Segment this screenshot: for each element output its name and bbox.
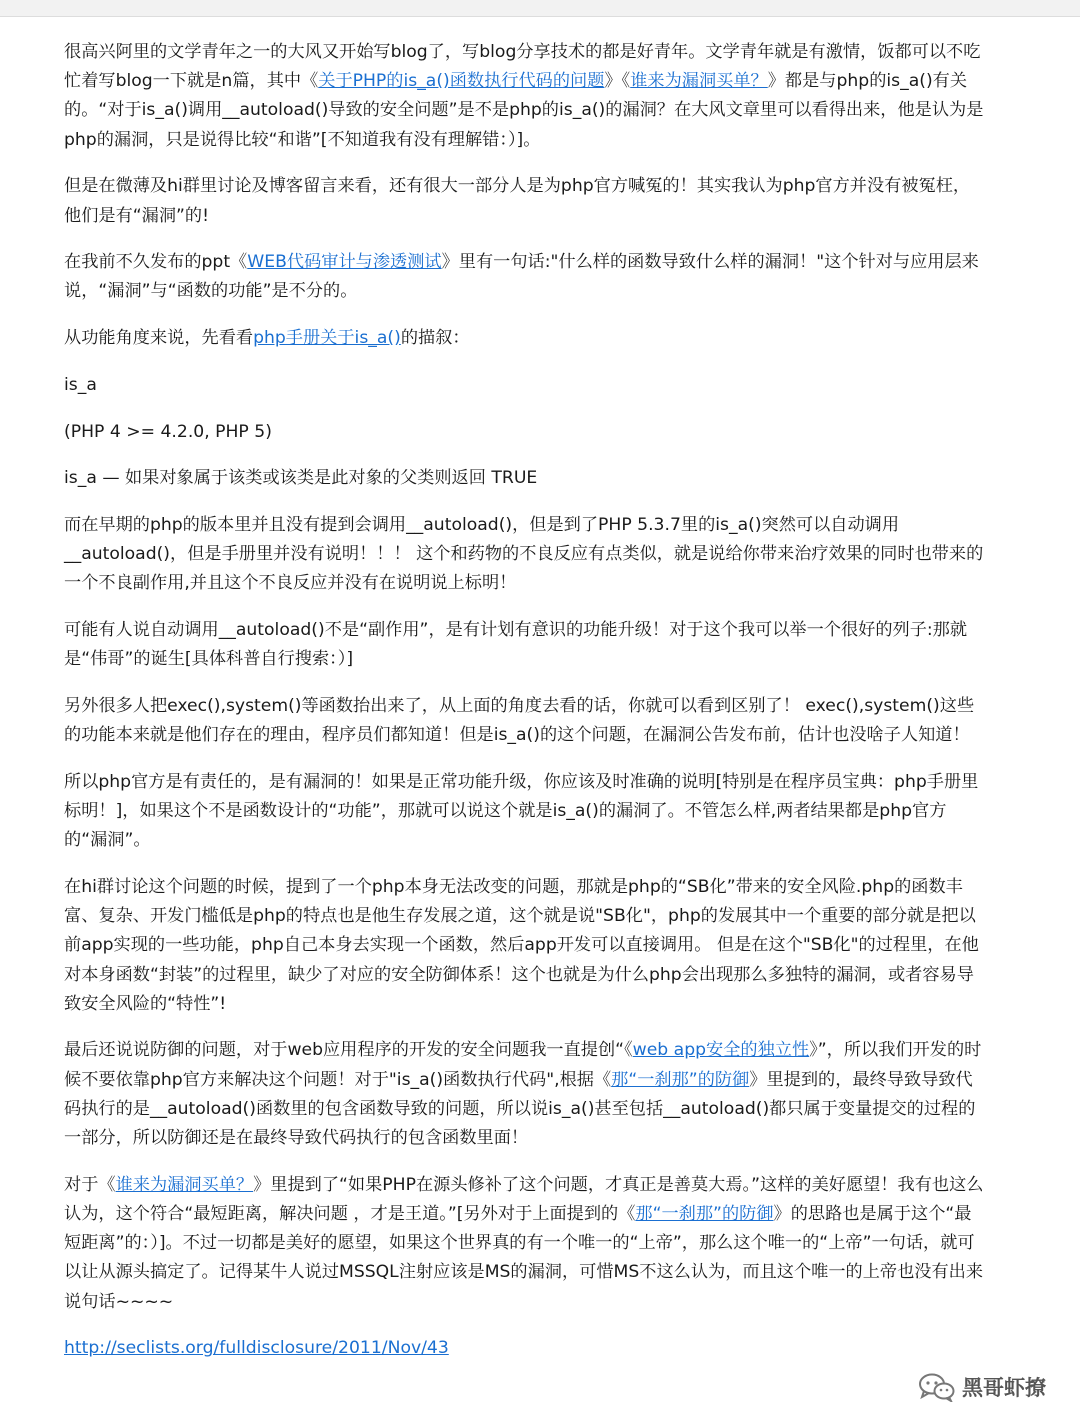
article-body <box>64 38 984 1381</box>
link-who-pays-2[interactable]: 谁来为漏洞买单？ <box>115 1174 254 1195</box>
paragraph: 所以php官方是有责任的，是有漏洞的！如果是正常功能升级，你应该及时准确的说明[特别是在程序员宝典：php手册里标明！]，如果这个不是函数设计的“功能”，那就可以说这个就是is_a()的漏洞了。不管怎么样,两者结果都是php官方的“漏洞”。 <box>64 771 979 851</box>
link-instant-defense[interactable]: 那“一刹那”的防御 <box>611 1069 750 1090</box>
top-bar <box>0 0 1080 17</box>
paragraph-version: (PHP 4 >= 4.2.0, PHP 5) <box>64 421 272 442</box>
wechat-icon <box>918 1372 956 1402</box>
watermark-text: 黑哥虾撩 <box>962 1376 1046 1400</box>
paragraph-function-name: is_a <box>64 374 97 395</box>
paragraph: 而在早期的php的版本里并且没有提到会调用__autoload()，但是到了PHP 5.3.7里的is_a()突然可以自动调用__autoload()，但是手册里并没有说明！！！ 这个和药物的不良反应有点类似，就是说给你带来治疗效果的同时也带来的一个不良副作用,并且这个不良反应并没有在说明说上标明！ <box>64 514 984 594</box>
link-isa-code-exec[interactable]: 关于PHP的is_a()函数执行代码的问题 <box>318 71 605 92</box>
paragraph: 对于《谁来为漏洞买单？》里提到了“如果PHP在源头修补了这个问题，才真正是善莫大焉。”这样的美好愿望！我有也这么认为，这个符合“最短距离，解决问题 ，才是王道。”[另外对于上面提到的《那“一刹那”的防御》的思路也是属于这个“最短距离”的：）]。不过一切都是美好的愿望，如果这个世界真的有一个唯一的“上帝”，那么这个唯一的“上帝”一句话，就可以让从源头搞定了。记得某牛人说过MSSQL注射应该是MS的漏洞，可惜MS不这么认为，而且这个唯一的上帝也没有出来说句话~~~~ <box>64 1174 984 1312</box>
link-instant-defense-2[interactable]: 那“一刹那”的防御 <box>635 1204 774 1224</box>
link-web-audit-ppt[interactable]: WEB代码审计与渗透测试 <box>247 252 442 273</box>
paragraph: 从功能角度来说，先看看php手册关于is_a()的描叙： <box>64 328 470 349</box>
paragraph: 在hi群讨论这个问题的时候，提到了一个php本身无法改变的问题，那就是php的“SB化”带来的安全风险.php的函数丰富、复杂、开发门槛低是php的特点也是他生存发展之道，这个就是说"SB化"，php的发展其中一个重要的部分就是把以前app实现的一些功能，php自己本身去实现一个函数，然后app开发可以直接调用。 但是在这个"SB化"的过程里，在他对本身函数“封装”的过程里，缺少了对应的安全防御体系！这个也就是为什么php会出现那么多独特的漏洞，或者容易导致安全风险的“特性”! <box>64 876 979 1014</box>
source-paragraph <box>64 1334 984 1363</box>
paragraph-description: is_a — 如果对象属于该类或该类是此对象的父类则返回 TRUE <box>64 468 538 489</box>
paragraph: 另外很多人把exec(),system()等函数抬出来了，从上面的角度去看的话，你就可以看到区别了！ exec(),system()这些的功能本来就是他们存在的理由，程序员们都知道！但是is_a()的这个问题，在漏洞公告发布前，估计也没啥子人知道！ <box>64 695 975 746</box>
paragraph-intro: 很高兴阿里的文学青年之一的大风又开始写blog了，写blog分享技术的都是好青年。文学青年就是有激情，饭都可以不吃忙着写blog一下就是n篇，其中《关于PHP的is_a()函数执行代码的问题》《谁来为漏洞买单？》都是与php的is_a()有关的。“对于is_a()调用__autoload()导致的安全问题”是不是php的is_a()的漏洞？在大风文章里可以看得出来，他是认为是php的漏洞，只是说得比较“和谐”[不知道我有没有理解错：）]。 <box>64 42 984 150</box>
paragraph: 在我前不久发布的ppt《WEB代码审计与渗透测试》里有一句话:"什么样的函数导致什么样的漏洞！"这个针对与应用层来说，“漏洞”与“函数的功能”是不分的。 <box>64 252 979 302</box>
source-link[interactable]: http://seclists.org/fulldisclosure/2011/Nov/43 <box>64 1338 449 1359</box>
link-php-manual-isa[interactable]: php手册关于is_a() <box>253 328 401 349</box>
paragraph: 可能有人说自动调用__autoload()不是“副作用”，是有计划有意识的功能升级！对于这个我可以举一个很好的列子:那就是“伟哥”的诞生[具体科普自行搜索：）] <box>64 620 968 670</box>
link-who-pays[interactable]: 谁来为漏洞买单？ <box>630 71 768 92</box>
link-webapp-security-independence[interactable]: web app安全的独立性 <box>632 1040 810 1061</box>
paragraph: 最后还说说防御的问题，对于web应用程序的开发的安全问题我一直提创“《web app安全的独立性》”，所以我们开发的时候不要依靠php官方来解决这个问题！对于"is_a()函数执行代码",根据《那“一刹那”的防御》里提到的，最终导致导致代码执行的是__autoload()函数里的包含函数导致的问题，所以说is_a()甚至包括__autoload()都只属于变量提交的过程的一部分，所以防御还是在最终导致代码执行的包含函数里面！ <box>64 1040 982 1149</box>
paragraph: 但是在微薄及hi群里讨论及博客留言来看，还有很大一部分人是为php官方喊冤的！其实我认为php官方并没有被冤枉，他们是有“漏洞”的! <box>64 176 971 226</box>
watermark <box>918 1372 1046 1402</box>
